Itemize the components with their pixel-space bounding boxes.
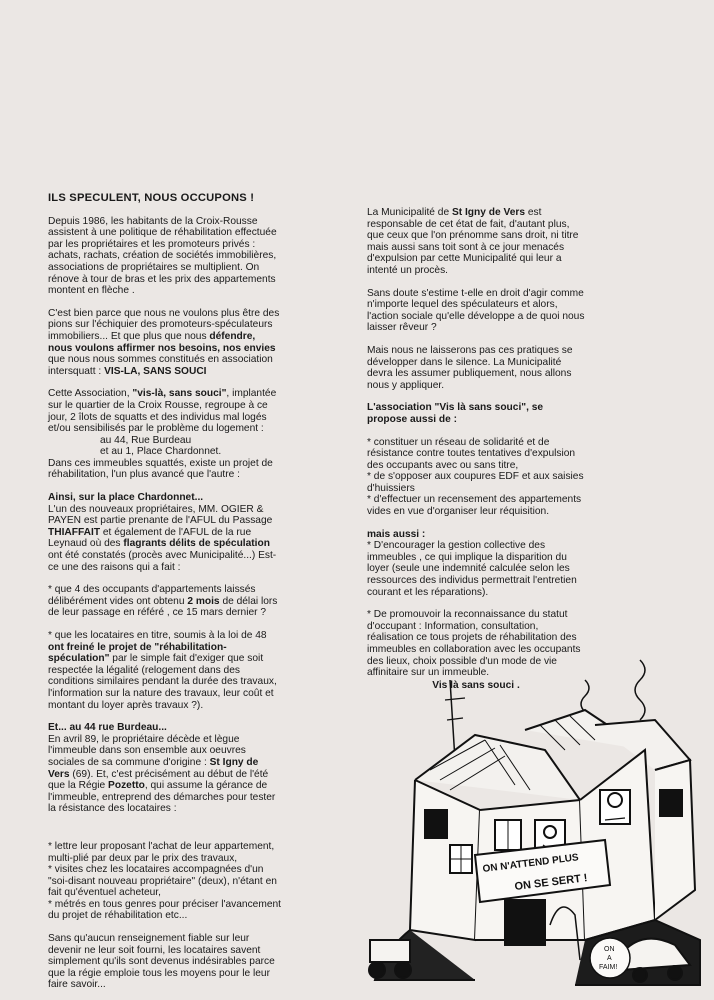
right-column	[367, 207, 585, 691]
banner-line-2: ON SE SERT !	[513, 872, 589, 893]
bullet-item: * D'encourager la gestion collective des immeubles , ce qui implique la disparition du loyer (seule une indemnité calculée selon les ressources des individus permettrait l'entretien courant et les réparations).	[367, 540, 577, 598]
bullet-item: * De promouvoir la reconnaissance du statut d'occupant : Information, consultation, réalisation ce tous projets de réhabilitation des immeubles en collaboration avec les occupants des lieux, choix possible d'un mode de vie affinitaire sur un immeuble.	[367, 609, 581, 679]
address-line: et au 1, Place Chardonnet.	[100, 446, 222, 458]
bubble-line-2: A	[607, 955, 612, 962]
paragraph-municipality: La Municipalité de St Igny de Vers est responsable de cet état de fait, d'autant plus, que ceux que l'on prénomme sans droit, ni titre mais aussi sans toit sont à ce jour menacés d'expulsion par cette Municipalité qui leur a intenté un procès.	[367, 207, 579, 276]
bubble-line-3: FAIM!	[599, 964, 618, 971]
paragraph-projects: Dans ces immeubles squattés, existe un projet de réhabilitation, l'un plus avancé que l'autre :	[48, 457, 273, 481]
squatted-building-illustration	[355, 640, 707, 992]
paragraph-motivation: C'est bien parce que nous ne voulons plus être des pions sur l'échiquier des promoteurs-spéculateurs immobiliers... Et que plus que nous défendre, nous voulons affirmer nos besoins, nos envies que nous nous sommes constitués en association intersquatt : VIS-LA, SANS SOUCI	[48, 307, 280, 377]
bullet-item: * lettre leur proposant l'achat de leur appartement, multi-plié par deux par le prix des travaux,	[48, 840, 275, 864]
paragraph-association: Cette Association, "vis-là, sans souci", implantée sur le quartier de la Croix Rousse, regroupe à ce jour, 2 îlots de squatts et des individus mal logés et/ou sensibilisés par le problème du logement :	[48, 388, 277, 435]
article-title: ILS SPECULENT, NOUS OCCUPONS !	[48, 192, 255, 204]
paragraph-resolve: Mais nous ne laisserons pas ces pratiques se développer dans le silence. La Municipalité devra les assumer publiquement, nous allons nous y appliquer.	[367, 344, 573, 391]
bullet-item: * de s'opposer aux coupures EDF et aux saisies d'huissiers	[367, 471, 584, 494]
bullet-item: * visites chez les locataires accompagnées d'un "soi-disant nouveau propriétaire" (deux), n'étant en fait qu'éventuel acheteur,	[48, 864, 277, 899]
signature: Vis là sans souci .	[432, 679, 520, 691]
bullet-item: * d'effectuer un recensement des appartements vides en vue d'organiser leur réquisition.	[367, 494, 582, 518]
paragraph-burdeau: En avril 89, le propriétaire décède et lègue l'immeuble dans son ensemble aux oeuvres sociales de sa commune d'origine : St Igny de Vers (69). Et, c'est précisément au début de l'été que la Régie Pozetto, qui assume la gérance de l'immeuble, entreprend des démarches pour tester la résistance des locataires :	[48, 733, 276, 815]
bullet-item: * constituer un réseau de solidarité et de résistance contre toutes tentatives d'expulsion des occupants avec ou sans titre,	[367, 436, 576, 471]
paragraph-intro: Depuis 1986, les habitants de la Croix-Rousse assistent à une politique de réhabilitation effectuée par les propriétaires et les promoteurs privés : achats, rachats, création de sociétés immobilières, associations de propriétaires se multiplient. On rénove à tour de bras et les prix des appartements montent en flèche .	[48, 215, 277, 297]
banner-line-1: ON N'ATTEND PLUS	[482, 852, 580, 875]
bullet-item: * que 4 des occupants d'appartements laissés délibérément vides ont obtenu 2 mois de délai lors de leur passage en référé , ce 15 mars dernier ?	[48, 584, 278, 619]
bullet-item: * métrés en tous genres pour préciser l'avancement du projet de réhabilitation etc...	[48, 898, 281, 922]
paragraph-conclusion: Sans qu'aucun renseignement fiable sur leur devenir ne leur soit fourni, les locataires savent simplement qu'ils sont devenus indésirables parce que la régie emploie tous les moyens pour le leur faire savoir...	[48, 933, 275, 991]
paragraph-chardonnet: L'un des nouveaux propriétaires, MM. OGIER & PAYEN est partie prenante de l'AFUL du Passage THIAFFAIT et également de l'AFUL de la rue Leynaud où des flagrants délits de spéculation ont été constatés (procès avec Municipalité...) Est-ce une des raisons qui a fait :	[48, 503, 277, 573]
section-heading-burdeau: Et... au 44 rue Burdeau...	[48, 722, 167, 734]
bubble-line-1: ON	[604, 946, 615, 953]
bullet-item: * que les locataires en titre, soumis à la loi de 48 ont freiné le projet de "réhabilitation-spéculation" par le simple fait d'exiger que soit respectée la légalité (relogement dans des conditions similaires pendant la durée des travaux, l'information sur la nature des travaux, leur coût et montant du loyer après travaux ?).	[48, 630, 277, 711]
left-column	[48, 193, 281, 991]
section-heading-chardonnet: Ainsi, sur la place Chardonnet...	[48, 492, 204, 504]
section-heading-association: L'association "Vis là sans souci", se propose aussi de :	[367, 402, 544, 425]
address-line: au 44, Rue Burdeau	[100, 434, 192, 446]
section-heading-also: mais aussi :	[367, 528, 426, 540]
paragraph-doubt: Sans doute s'estime t-elle en droit d'agir comme n'importe lequel des spéculateurs et alors, l'action sociale qu'elle développe a de quoi nous laisser rêveur ?	[367, 287, 585, 334]
